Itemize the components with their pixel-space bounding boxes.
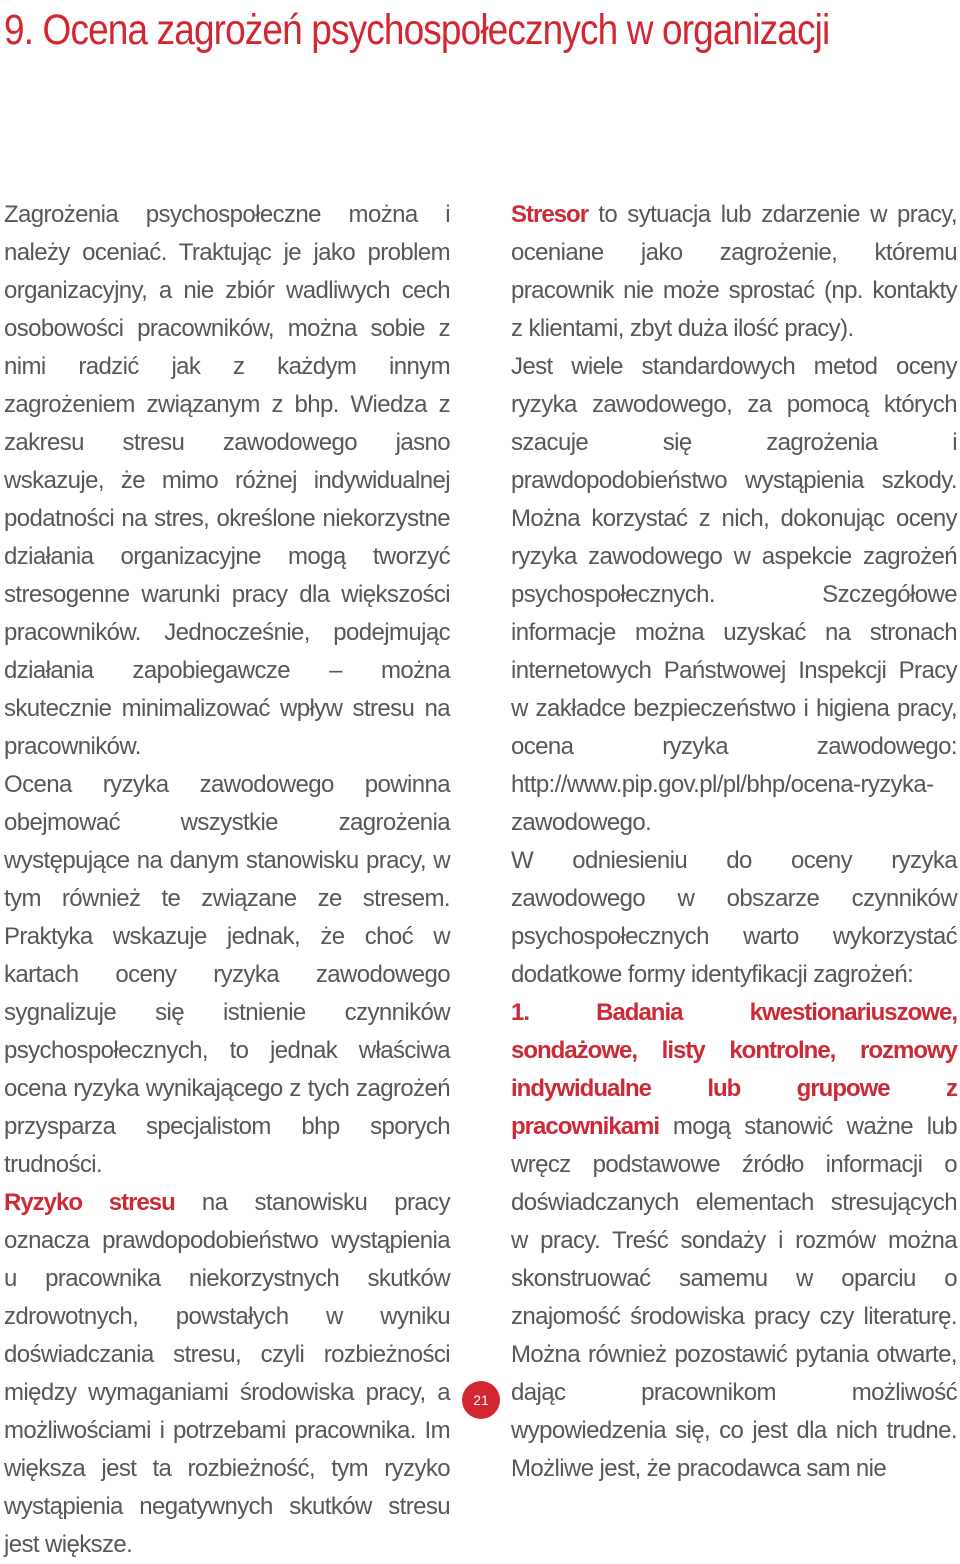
term-stress-risk: Ryzyko stresu [4,1189,175,1216]
left-column [4,196,450,1564]
paragraph-risk-assessment: Ocena ryzyka zawodowego powinna obejmować wszystkie zagrożenia występujące na danym stanowisku pracy, w tym również te związane ze stresem. Praktyka wskazuje jednak, że choć w kartach oceny ryzyka zawodowego sygnalizuje się istnienie czynników psychospołecznych, to jednak właściwa ocena ryzyka wynikającego z tych zagrożeń przysparza specjalistom bhp sporych trudności. [4,771,450,1178]
page-number-badge: 21 [462,1381,500,1419]
term-questionnaires: 1. Badania kwestionariuszowe, sondażowe, listy kontrolne, rozmowy indywidualne lub grupowe z pracownikami [511,999,957,1140]
paragraph-standard-methods: Jest wiele standardowych metod oceny ryzyka zawodowego, za pomocą których szacuje się zagrożenia i prawdopodobieństwo wystąpienia szkody. Można korzystać z nich, dokonując oceny ryzyka zawodowego w aspekcie zagrożeń psychospołecznych. Szczegółowe informacje można uzyskać na stronach internetowych Państwowej Inspekcji Pracy w zakładce bezpieczeństwo i higiena pracy, ocena ryzyka zawodowego: http://www.pip.gov.pl/pl/bhp/ocena-ryzyka-zawodowego. [511,353,957,836]
page-title: 9. Ocena zagrożeń psychospołecznych w organizacji [4,6,830,54]
paragraph-psychosocial-hazards: Zagrożenia psychospołeczne można i należy oceniać. Traktując je jako problem organizacyjny, a nie zbiór wadliwych cech osobowości pracowników, można sobie z nimi radzić jak z każdym innym zagrożeniem związanym z bhp. Wiedza z zakresu stresu zawodowego jasno wskazuje, że mimo różnej indywidualnej podatności na stres, określone niekorzystne działania organizacyjne mogą tworzyć stresogenne warunki pracy dla większości pracowników. Jednocześnie, podejmując działania zapobiegawcze – można skutecznie minimalizować wpływ stresu na pracowników. [4,201,450,760]
term-stressor: Stresor [511,201,589,228]
right-column [511,196,957,1488]
questionnaires-description: mogą stanowić ważne lub wręcz podstawowe źródło informacji o doświadczanych elementach stresujących w pracy. Treść sondaży i rozmów można skonstruować samemu w oparciu o znajomość środowiska pracy czy literaturę. Można również pozostawić pytania otwarte, dając pracownikom możliwość wypowiedzenia się, co jest dla nich trudne. Możliwe jest, że pracodawca sam nie [511,1113,957,1482]
paragraph-stress-risk [4,1184,450,1564]
stress-risk-definition: na stanowisku pracy oznacza prawdopodobieństwo wystąpienia u pracownika niekorzystnych skutków zdrowotnych, powstałych w wyniku doświadczania stresu, czyli rozbieżności między wymaganiami środowiska pracy, a możliwościami i potrzebami pracownika. Im większa jest ta rozbieżność, tym ryzyko wystąpienia negatywnych skutków stresu jest większe. [4,1189,450,1558]
stressor-definition: to sytuacja lub zdarzenie w pracy, oceniane jako zagrożenie, któremu pracownik nie może sprostać (np. kontakty z klientami, zbyt duża ilość pracy). [511,201,957,342]
paragraph-questionnaires [511,994,957,1488]
paragraph-additional-forms: W odniesieniu do oceny ryzyka zawodowego w obszarze czynników psychospołecznych warto wykorzystać dodatkowe formy identyfikacji zagrożeń: [511,847,957,988]
paragraph-stressor [511,196,957,348]
